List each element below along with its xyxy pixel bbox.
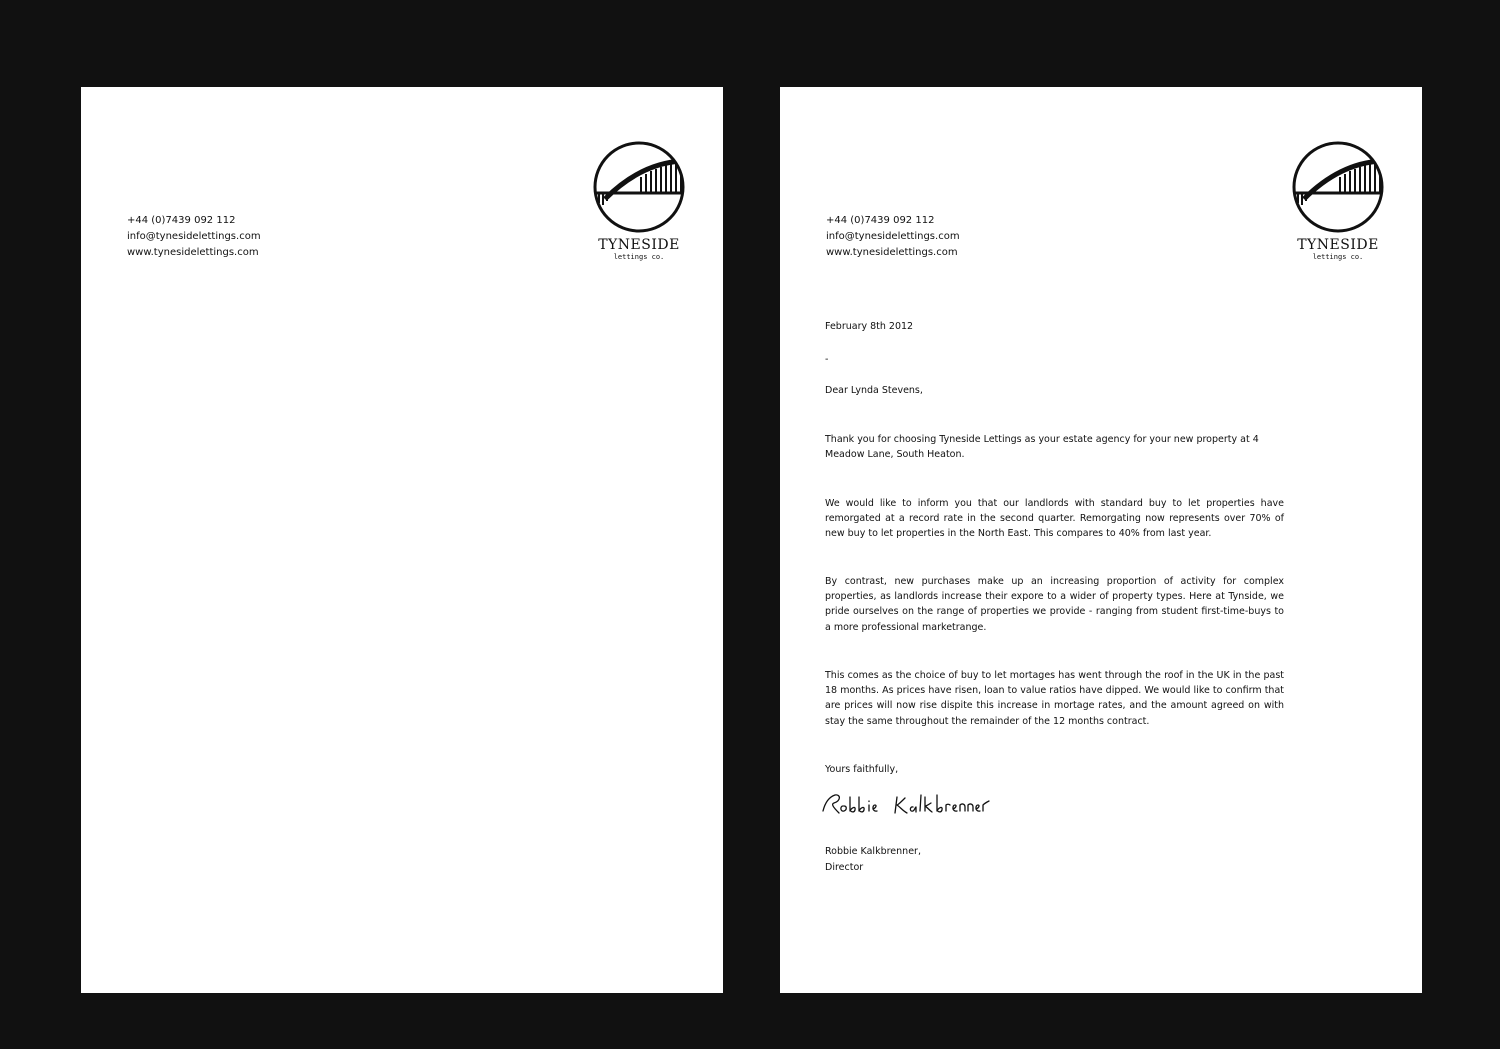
email-address: info@tynesidelettings.com xyxy=(127,231,261,242)
letter-paragraph: Thank you for choosing Tyneside Lettings as your estate agency for your new property at 4 Meadow Lane, South Heaton. xyxy=(825,434,1259,461)
brand-name: TYNESIDE xyxy=(1297,237,1379,253)
brand-logo xyxy=(1280,141,1396,262)
letter-paragraph: By contrast, new purchases make up an increasing proportion of activity for complex properties, as landlords increase their expore to a wider of property types. Here at Tynside, we pride ourselves on the range of properties we provide - ranging from student first-time-buys to a more professional marketrange. xyxy=(825,576,1284,633)
website-url: www.tynesidelettings.com xyxy=(127,247,259,258)
email-address: info@tynesidelettings.com xyxy=(826,231,960,242)
letter-paragraph: This comes as the choice of buy to let mortages has went through the roof in the UK in the past 18 months. As prices have risen, loan to value ratios have dipped. We would like to confirm that are prices will now rise dispite this increase in mortage rates, and the amount agreed on with stay the same throughout the remainder of the 12 months contract. xyxy=(825,670,1284,727)
website-url: www.tynesidelettings.com xyxy=(826,247,958,258)
letterhead-blank-sheet xyxy=(81,87,723,993)
brand-tagline: lettings co. xyxy=(613,253,665,261)
bridge-logo-icon xyxy=(1290,141,1386,233)
letter-date: February 8th 2012 xyxy=(825,321,914,332)
signer-name: Robbie Kalkbrenner, xyxy=(825,846,921,857)
brand-logo xyxy=(581,141,697,262)
signer-title: Director xyxy=(825,862,864,873)
bridge-logo-icon xyxy=(591,141,687,233)
contact-block xyxy=(127,213,261,261)
letter-closing: Yours faithfully, xyxy=(825,764,899,775)
letter-salutation: Dear Lynda Stevens, xyxy=(825,385,923,396)
letter-paragraph: We would like to inform you that our landlords with standard buy to let properties have remorgated at a record rate in the second quarter. Remorgating now represents over 70% of new buy to let properties in the North East. This compares to 40% from last year. xyxy=(825,498,1284,540)
phone-number: +44 (0)7439 092 112 xyxy=(127,215,236,226)
contact-block xyxy=(826,213,960,261)
handwritten-signature xyxy=(819,789,994,823)
letter-dash: - xyxy=(825,354,829,365)
brand-name: TYNESIDE xyxy=(598,237,680,253)
phone-number: +44 (0)7439 092 112 xyxy=(826,215,935,226)
letter-sheet xyxy=(780,87,1422,993)
brand-tagline: lettings co. xyxy=(1312,253,1364,261)
